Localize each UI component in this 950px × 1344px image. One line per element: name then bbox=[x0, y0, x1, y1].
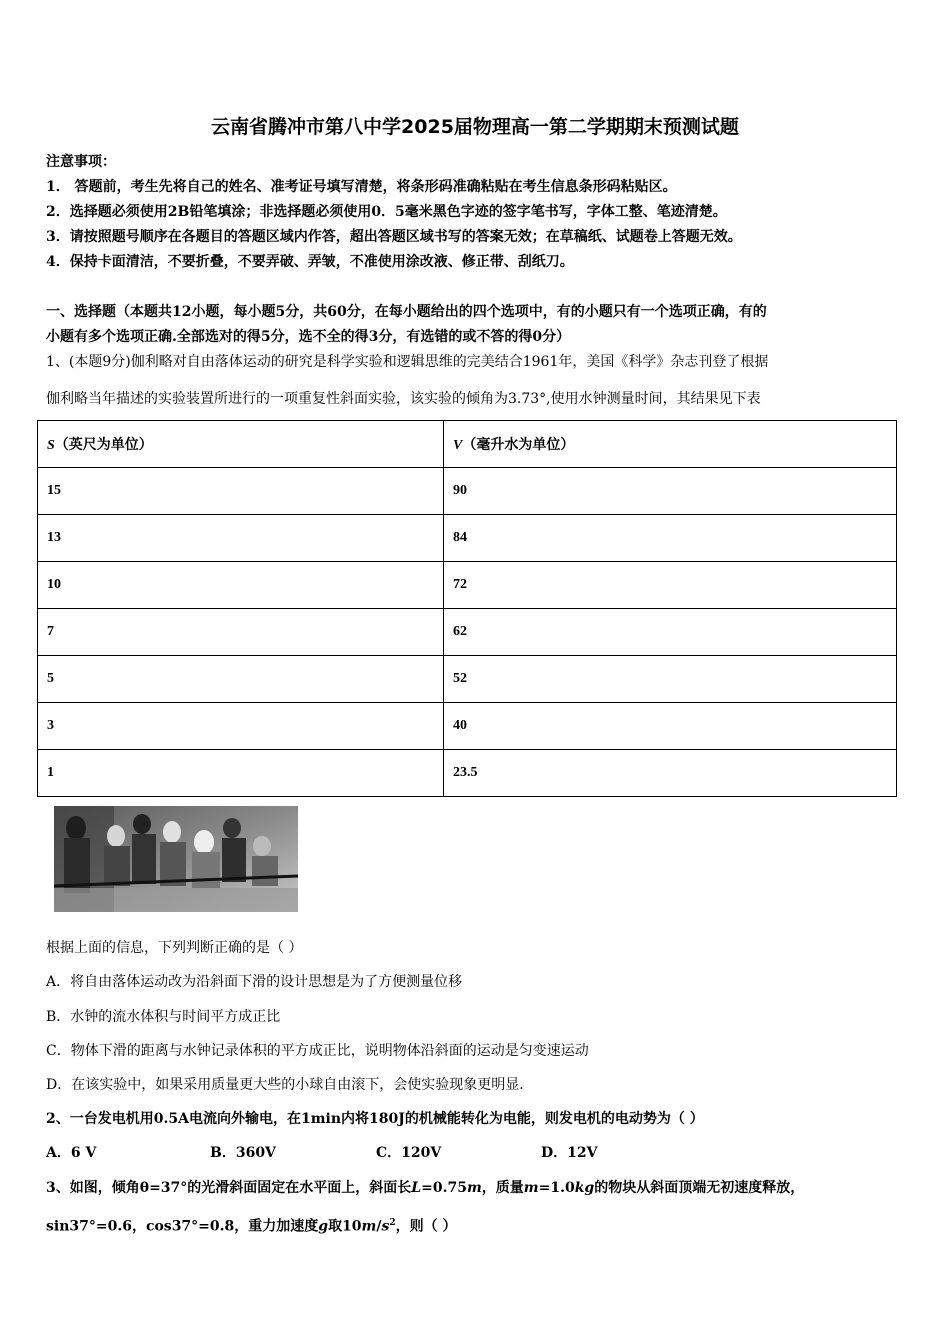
table-cell: 84 bbox=[444, 515, 897, 562]
historical-photo bbox=[54, 806, 298, 912]
table-header-s: S（英尺为单位） bbox=[38, 421, 444, 468]
section-heading-line1: 一、选择题（本题共12小题，每小题5分，共60分，在每小题给出的四个选项中，有的小题只有一个选项正确，有的 bbox=[46, 304, 767, 320]
table-cell: 10 bbox=[38, 562, 444, 609]
q2-option-a: A．6 V bbox=[46, 1145, 97, 1161]
notice-item-1: 1． 答题前，考生先将自己的姓名、准考证号填写清楚，将条形码准确粘贴在考生信息条形码粘贴区。 bbox=[46, 179, 677, 195]
table-cell: 23.5 bbox=[444, 750, 897, 797]
q1-option-a: A．将自由落体运动改为沿斜面下滑的设计思想是为了方便测量位移 bbox=[46, 974, 463, 990]
table-row bbox=[38, 609, 897, 656]
table-row bbox=[38, 656, 897, 703]
table-header-v: V（毫升水为单位） bbox=[444, 421, 897, 468]
notice-item-4: 4．保持卡面清洁，不要折叠，不要弄破、弄皱，不准使用涂改液、修正带、刮纸刀。 bbox=[46, 254, 574, 270]
table-cell: 72 bbox=[444, 562, 897, 609]
table-cell: 40 bbox=[444, 703, 897, 750]
table-cell: 3 bbox=[38, 703, 444, 750]
q2-stem: 2、一台发电机用0.5A电流向外输电，在1min内将180J的机械能转化为电能，则发电机的电动势为（ ） bbox=[46, 1111, 704, 1127]
q2-option-c: C．120V bbox=[376, 1145, 442, 1161]
table-cell: 13 bbox=[38, 515, 444, 562]
data-table bbox=[37, 420, 897, 797]
section-heading-line2: 小题有多个选项正确.全部选对的得5分，选不全的得3分，有选错的或不答的得0分） bbox=[46, 329, 571, 345]
q1-option-d: D．在该实验中，如果采用质量更大些的小球自由滚下，会使实验现象更明显． bbox=[46, 1077, 534, 1093]
table-cell: 52 bbox=[444, 656, 897, 703]
q1-stem: 根据上面的信息，下列判断正确的是（ ） bbox=[46, 940, 303, 956]
table-row bbox=[38, 515, 897, 562]
table-header-row bbox=[38, 421, 897, 468]
table-cell: 90 bbox=[444, 468, 897, 515]
table-cell: 1 bbox=[38, 750, 444, 797]
q1-option-b: B．水钟的流水体积与时间平方成正比 bbox=[46, 1009, 281, 1025]
notice-item-2: 2．选择题必须使用2B铅笔填涂；非选择题必须使用0．5毫米黑色字迹的签字笔书写，字体工整、笔迹清楚。 bbox=[46, 204, 727, 220]
q2-option-b: B．360V bbox=[210, 1145, 276, 1161]
q3-text-line2: sin37°=0.6，cos37°=0.8，重力加速度g取$10m/s^2$，则（ ） bbox=[46, 1218, 457, 1235]
q1-text-line1: 1、(本题9分)伽利略对自由落体运动的研究是科学实验和逻辑思维的完美结合1961年，美国《科学》杂志刊登了根据 bbox=[46, 354, 769, 370]
table-cell: 62 bbox=[444, 609, 897, 656]
table-row bbox=[38, 562, 897, 609]
table-row bbox=[38, 703, 897, 750]
table-row bbox=[38, 468, 897, 515]
q1-option-c: C．物体下滑的距离与水钟记录体积的平方成正比，说明物体沿斜面的运动是匀变速运动 bbox=[46, 1043, 589, 1059]
table-cell: 5 bbox=[38, 656, 444, 703]
table-cell: 15 bbox=[38, 468, 444, 515]
q2-option-d: D．12V bbox=[541, 1145, 598, 1161]
page-title: 云南省腾冲市第八中学2025届物理高一第二学期期末预测试题 bbox=[211, 116, 739, 138]
q1-text-line2: 伽利略当年描述的实验装置所进行的一项重复性斜面实验，该实验的倾角为3.73°,使用水钟测量时间，其结果见下表 bbox=[46, 391, 761, 407]
table-cell: 7 bbox=[38, 609, 444, 656]
notice-heading: 注意事项： bbox=[46, 154, 116, 170]
q3-text-line1: 3、如图，倾角θ=37°的光滑斜面固定在水平面上，斜面长L=0.75m，质量m=1.0kg的物块从斜面顶端无初速度释放， bbox=[46, 1180, 805, 1196]
table-row bbox=[38, 750, 897, 797]
notice-item-3: 3．请按照题号顺序在各题目的答题区域内作答，超出答题区域书写的答案无效；在草稿纸、试题卷上答题无效。 bbox=[46, 229, 742, 245]
